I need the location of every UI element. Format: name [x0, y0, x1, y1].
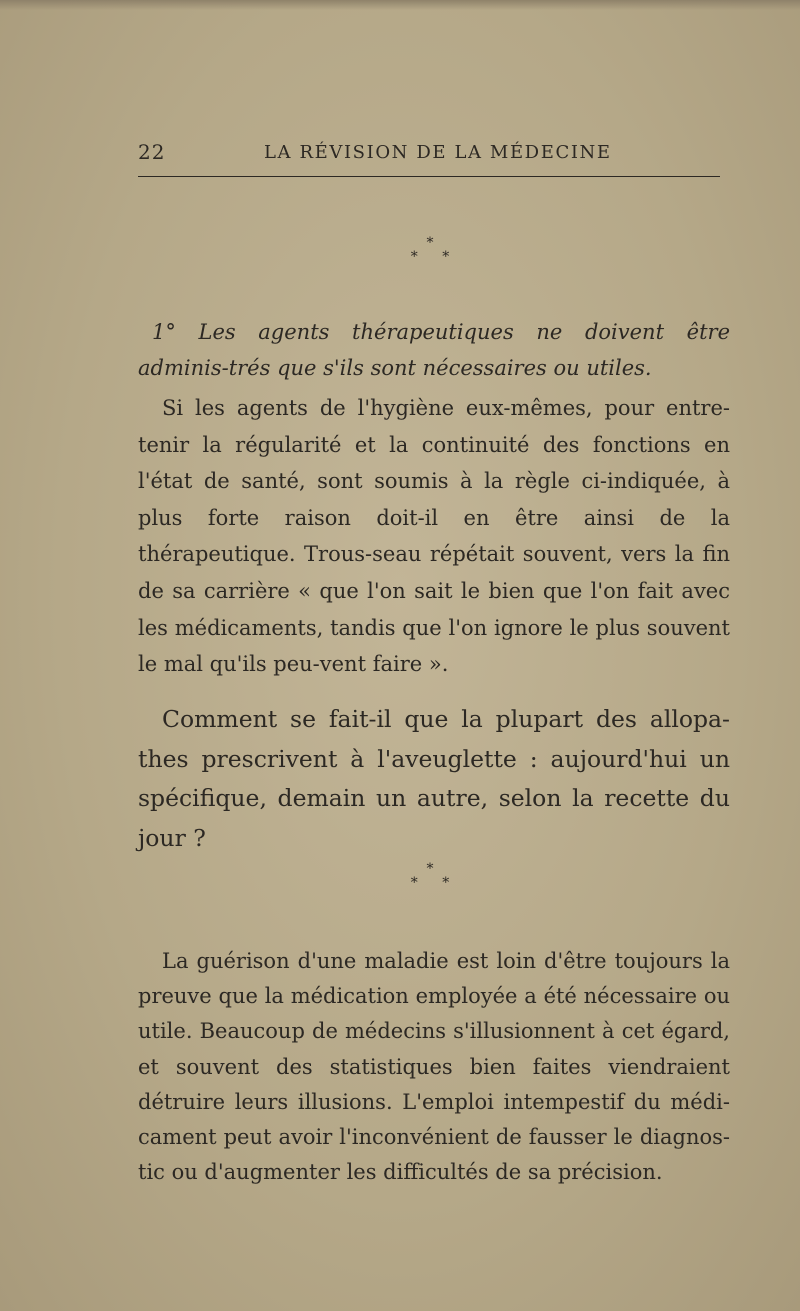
- page-number: 22: [138, 140, 166, 164]
- running-head: [138, 138, 720, 178]
- header-rule: [138, 176, 720, 177]
- paragraph-3: La guérison d'une maladie est loin d'être toujours la preuve que la médication employée a été nécessaire ou utile. Beaucoup de médecins s'illusionnent à cet égard, et souvent des statistiques bien faites viendraient détruire leurs illusions. L'emploi intempestif du médi-cament peut avoir l'inconvénient de fausser le diagnos-tic ou d'augmenter les difficultés de sa précision.: [138, 949, 730, 1185]
- asterism-star: *: [426, 235, 434, 251]
- section-heading: 1° Les agents thérapeutiques ne doivent être adminis-trés que s'ils sont nécessaires ou utiles.: [138, 320, 730, 380]
- asterism-stars: * *: [410, 249, 460, 265]
- paragraph-1: Si les agents de l'hygiène eux-mêmes, pour entre-tenir la régularité et la continuité des fonctions en l'état de santé, sont soumis à la règle ci-indiquée, à plus forte raison doit-il en être ainsi de la thérapeutique. Trous-seau répétait souvent, vers la fin de sa carrière « que l'on sait le bien que l'on fait avec les médicaments, tandis que l'on ignore le plus souvent le mal qu'ils peu-vent faire ».: [138, 396, 730, 677]
- asterism-stars: * *: [410, 875, 460, 891]
- paragraph-2: Comment se fait-il que la plupart des allopa-thes prescrivent à l'aveuglette : aujourd'hui un spécifique, demain un autre, selon la recette du jour ?: [138, 705, 730, 852]
- running-head-title: LA RÉVISION DE LA MÉDECINE: [264, 142, 612, 163]
- asterism-top: [390, 236, 470, 264]
- asterism-star: *: [426, 861, 434, 877]
- asterism-middle: [390, 862, 470, 890]
